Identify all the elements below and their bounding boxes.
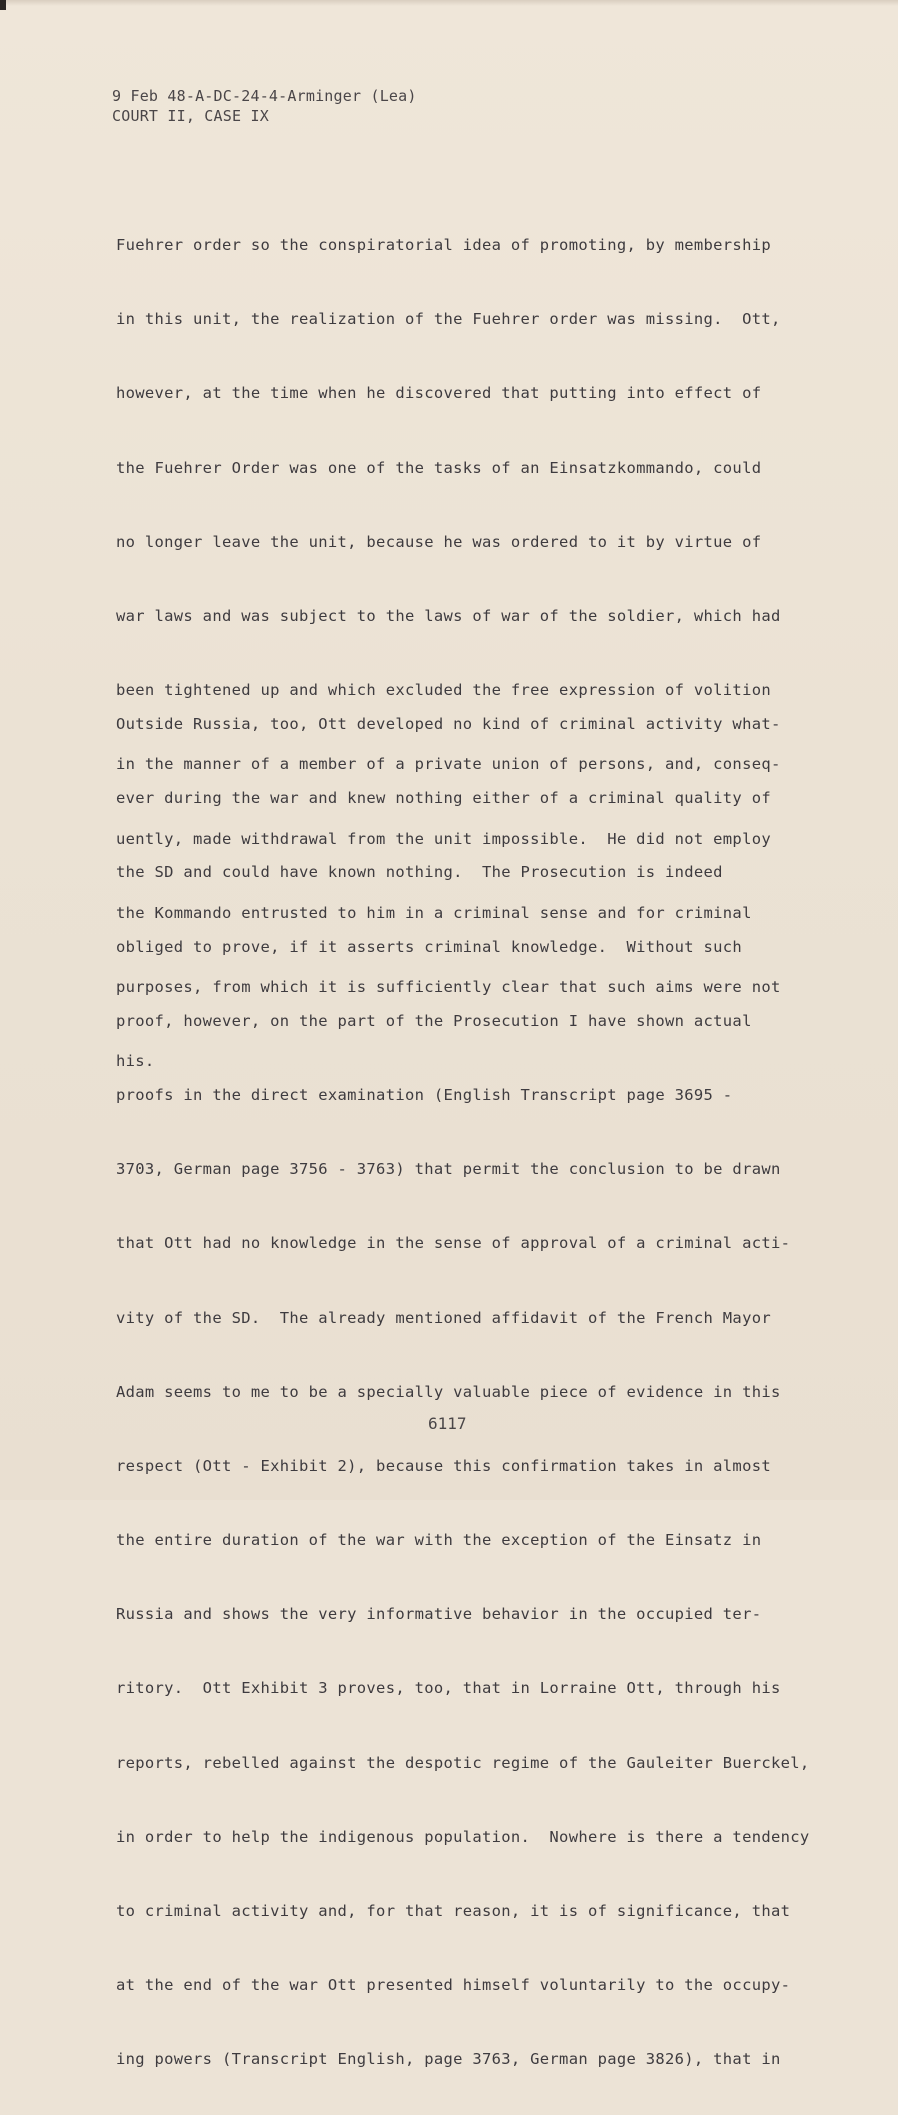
text-line: purposes, from which it is sufficiently clear that such aims were not: [116, 977, 781, 996]
text-line: at the end of the war Ott presented himself voluntarily to the occupy-: [116, 1976, 791, 1995]
text-line: the entire duration of the war with the exception of the Einsatz in: [116, 1531, 762, 1550]
paragraph-2: [116, 669, 816, 2115]
text-line: the Fuehrer Order was one of the tasks of an Einsatzkommando, could: [116, 458, 762, 477]
text-line: vity of the SD. The already mentioned affidavit of the French Mayor: [116, 1308, 771, 1327]
text-line: however, at the time when he discovered that putting into effect of: [116, 384, 762, 403]
text-line: respect (Ott - Exhibit 2), because this confirmation takes in almost: [116, 1456, 771, 1475]
text-line: Outside Russia, too, Ott developed no kind of criminal activity what-: [116, 715, 781, 733]
text-line: war laws and was subject to the laws of war of the soldier, which had: [116, 606, 781, 625]
header-line-1: 9 Feb 48-A-DC-24-4-Arminger (Lea): [112, 87, 417, 105]
text-line: to criminal activity and, for that reason, it is of significance, that: [116, 1902, 791, 1920]
page-edge-shadow: [0, 0, 898, 6]
text-line: uently, made withdrawal from the unit impossible. He did not employ: [116, 829, 771, 848]
text-line: obliged to prove, if it asserts criminal knowledge. Without such: [116, 937, 743, 956]
text-line: Russia and shows the very informative behavior in the occupied ter-: [116, 1605, 762, 1624]
text-line: proofs in the direct examination (English Transcript page 3695 -: [116, 1085, 733, 1104]
text-line: ing powers (Transcript English, page 3763, German page 3826), that in: [116, 2050, 781, 2069]
text-line: reports, rebelled against the despotic regime of the Gauleiter Buerckel,: [116, 1753, 810, 1772]
corner-mark: [0, 0, 6, 10]
text-line: proof, however, on the part of the Prosecution I have shown actual: [116, 1011, 752, 1030]
text-line: in the manner of a member of a private union of persons, and, conseq-: [116, 755, 781, 774]
text-line: Fuehrer order so the conspiratorial idea of promoting, by membership: [116, 236, 771, 254]
text-line: been tightened up and which excluded the free expression of volition: [116, 681, 771, 700]
text-line: 3703, German page 3756 - 3763) that permit the conclusion to be drawn: [116, 1160, 781, 1179]
text-line: the SD and could have known nothing. The Prosecution is indeed: [116, 863, 723, 882]
text-line: in order to help the indigenous population. Nowhere is there a tendency: [116, 1827, 810, 1846]
text-line: that Ott had no knowledge in the sense of approval of a criminal acti-: [116, 1234, 791, 1253]
text-line: his.: [116, 1052, 155, 1071]
text-line: the Kommando entrusted to him in a criminal sense and for criminal: [116, 903, 752, 922]
header-line-2: COURT II, CASE IX: [112, 107, 269, 125]
document-header: [112, 86, 417, 126]
text-line: ever during the war and knew nothing either of a criminal quality of: [116, 789, 771, 808]
text-line: ritory. Ott Exhibit 3 proves, too, that in Lorraine Ott, through his: [116, 1679, 781, 1698]
text-line: in this unit, the realization of the Fuehrer order was missing. Ott,: [116, 310, 781, 329]
text-line: Adam seems to me to be a specially valuable piece of evidence in this: [116, 1382, 781, 1401]
text-line: no longer leave the unit, because he was ordered to it by virtue of: [116, 532, 762, 551]
page-number: 6117: [428, 1414, 467, 1433]
